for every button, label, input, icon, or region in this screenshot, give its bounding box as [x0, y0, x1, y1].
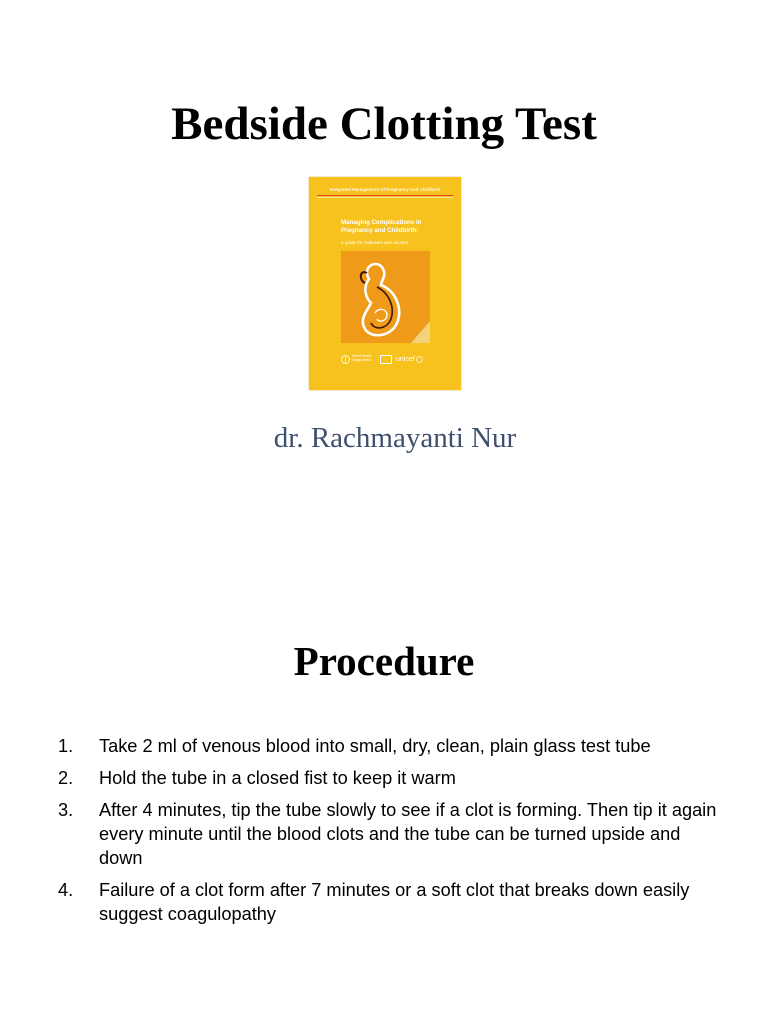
- book-cover-image: [309, 177, 461, 390]
- step-number: 3.: [58, 800, 74, 820]
- procedure-step: [58, 798, 718, 870]
- procedure-list: [58, 734, 718, 934]
- step-number: 2.: [58, 768, 74, 788]
- cover-divider-light: [317, 197, 453, 198]
- cover-illustration: [341, 251, 430, 343]
- cover-series-text: Integrated Management Of Pregnancy And Childbirth: [329, 187, 441, 192]
- step-number: 4.: [58, 880, 74, 900]
- unicef-emblem-icon: [416, 356, 423, 363]
- who-emblem-icon: [341, 355, 350, 364]
- cover-book-subtitle: a guide for midwives and doctors: [341, 240, 409, 245]
- step-text: Take 2 ml of venous blood into small, dry, clean, plain glass test tube: [99, 736, 651, 756]
- pregnant-woman-illustration-icon: [341, 251, 430, 343]
- step-text: After 4 minutes, tip the tube slowly to see if a clot is forming. Then tip it again every minute until the blood clots and the tube can be turned upside and down: [99, 800, 717, 868]
- cover-divider: [317, 195, 453, 196]
- procedure-step: [58, 734, 718, 758]
- procedure-step: [58, 766, 718, 790]
- who-logo-text: World Health Organization: [352, 354, 372, 362]
- cover-logos: [341, 353, 457, 365]
- step-text: Hold the tube in a closed fist to keep it warm: [99, 768, 456, 788]
- unicef-logo: [396, 356, 423, 363]
- author-name: dr. Rachmayanti Nur: [273, 422, 517, 454]
- cover-book-title: Managing Complications in Pregnancy and Childbirth:: [341, 219, 422, 234]
- section-title: Procedure: [293, 638, 475, 684]
- procedure-step: [58, 878, 718, 926]
- unicef-logo-text: unicef: [396, 355, 415, 363]
- step-number: 1.: [58, 736, 74, 756]
- partner-logo-icon: [380, 355, 392, 364]
- slide-title: Bedside Clotting Test: [171, 98, 597, 150]
- who-logo: [341, 355, 376, 364]
- step-text: Failure of a clot form after 7 minutes or a soft clot that breaks down easily suggest coagulopathy: [99, 880, 690, 924]
